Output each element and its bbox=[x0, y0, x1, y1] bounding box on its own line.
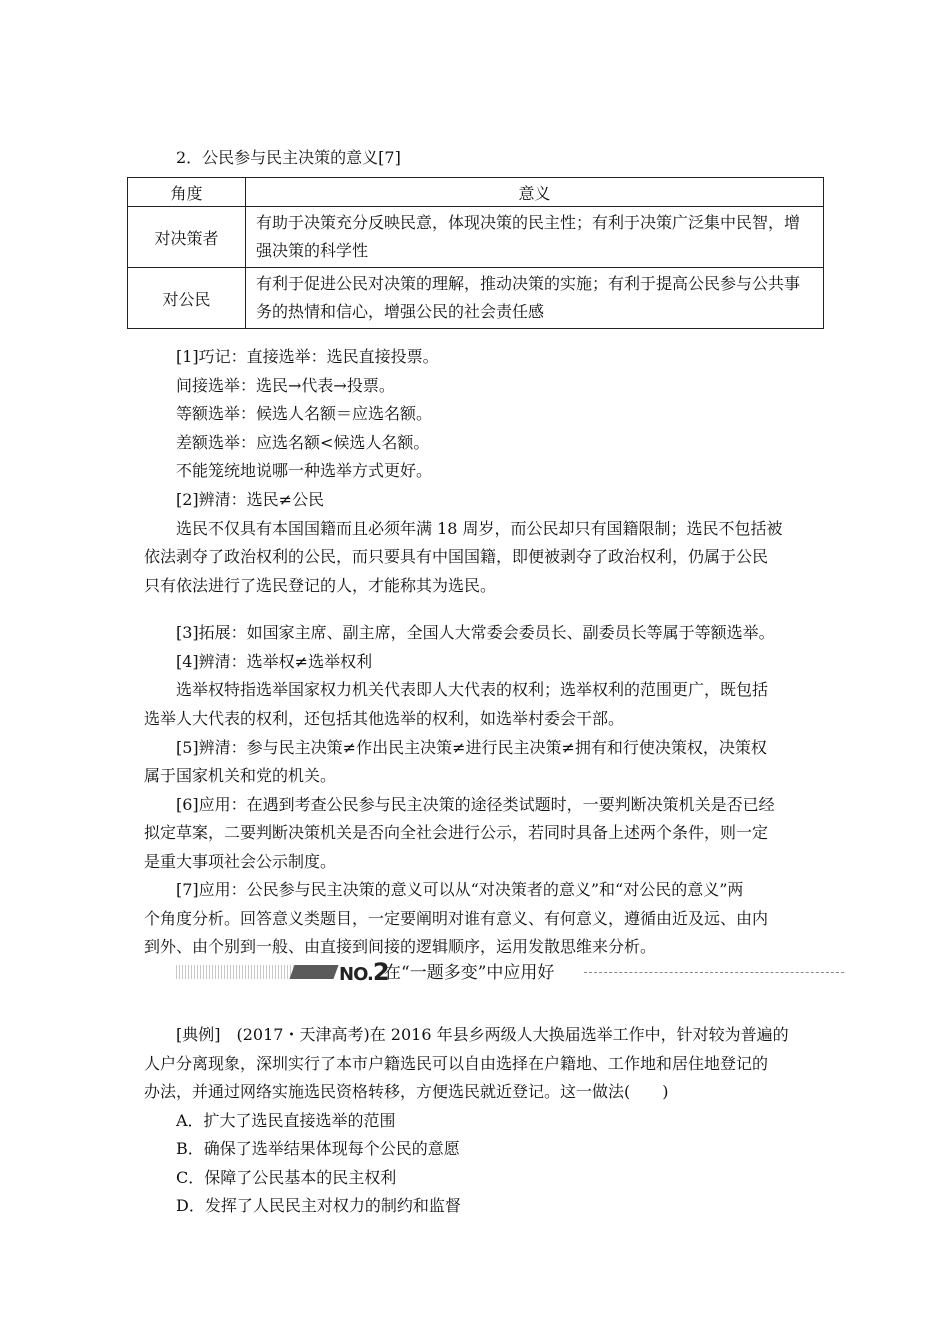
table-header-row bbox=[128, 178, 824, 207]
section-banner bbox=[176, 958, 844, 988]
note-line: 选举权特指选举国家权力机关代表即人大代表的权利；选举权利的范围更广，既包括 bbox=[176, 680, 769, 699]
header-angle: 角度 bbox=[128, 178, 246, 207]
note-line: [6]应用：在遇到考查公民参与民主决策的途径类试题时，一要判断决策机关是否已经 bbox=[176, 795, 775, 814]
note-line: [4]辨清：选举权≠选举权利 bbox=[176, 652, 373, 671]
section-title: 2．公民参与民主决策的意义[7] bbox=[176, 148, 401, 167]
example-line: 办法，并通过网络实施选民资格转移，方便选民就近登记。这一做法( ) bbox=[144, 1082, 669, 1101]
banner-stripes bbox=[176, 965, 294, 979]
note-line: [2]辨清：选民≠公民 bbox=[176, 490, 325, 509]
example-line: [典例] (2017・天津高考)在 2016 年县乡两级人大换届选举工作中，针对较为普遍的 bbox=[176, 1025, 789, 1044]
banner-title: 在“一题多变”中应用好 bbox=[384, 963, 555, 983]
table-row bbox=[128, 207, 824, 268]
table-row bbox=[128, 268, 824, 329]
note-line: [7]应用：公民参与民主决策的意义可以从“对决策者的意义”和“对公民的意义”两 bbox=[176, 880, 744, 899]
example-line: 人户分离现象，深圳实行了本市户籍选民可以自由选择在户籍地、工作地和居住地登记的 bbox=[144, 1054, 769, 1073]
note-line: [3]拓展：如国家主席、副主席，全国人大常委会委员长、副委员长等属于等额选举。 bbox=[176, 623, 775, 642]
row-meaning: 有利于促进公民对决策的理解，推动决策的实施；有利于提高公民参与公共事务的热情和信心，增强公民的社会责任感 bbox=[246, 268, 824, 329]
note-line: 等额选举：候选人名额＝应选名额。 bbox=[176, 404, 433, 423]
note-line: 个角度分析。回答意义类题目，一定要阐明对谁有意义、有何意义，遵循由近及远、由内 bbox=[144, 909, 769, 928]
note-line: [1]巧记：直接选举：选民直接投票。 bbox=[176, 347, 439, 366]
note-line: 到外、由个别到一般、由直接到间接的逻辑顺序，运用发散思维来分析。 bbox=[144, 937, 657, 956]
note-line: 不能笼统地说哪一种选举方式更好。 bbox=[176, 461, 433, 480]
row-angle: 对决策者 bbox=[128, 207, 246, 268]
banner-dotted-rule bbox=[584, 972, 844, 973]
banner-number: NO.2 bbox=[339, 958, 389, 986]
option-c: C．保障了公民基本的民主权利 bbox=[176, 1168, 397, 1187]
banner-bar bbox=[289, 965, 338, 979]
option-b: B．确保了选举结果体现每个公民的意愿 bbox=[176, 1139, 460, 1158]
note-line: 依法剥夺了政治权利的公民，而只要具有中国国籍，即便被剥夺了政治权利，仍属于公民 bbox=[144, 547, 769, 566]
note-line: 拟定草案，二要判断决策机关是否向全社会进行公示，若同时具备上述两个条件，则一定 bbox=[144, 823, 769, 842]
option-d: D．发挥了人民民主对权力的制约和监督 bbox=[176, 1196, 461, 1215]
row-meaning: 有助于决策充分反映民意，体现决策的民主性；有利于决策广泛集中民智，增强决策的科学性 bbox=[246, 207, 824, 268]
note-line: 差额选举：应选名额<候选人名额。 bbox=[176, 433, 430, 452]
meaning-table bbox=[127, 177, 824, 329]
note-line: 选举人大代表的权利，还包括其他选举的权利，如选举村委会干部。 bbox=[144, 709, 625, 728]
row-angle: 对公民 bbox=[128, 268, 246, 329]
note-line: 是重大事项社会公示制度。 bbox=[144, 852, 337, 871]
header-meaning: 意义 bbox=[246, 178, 824, 207]
note-line: 间接选举：选民→代表→投票。 bbox=[176, 376, 395, 395]
note-line: 只有依法进行了选民登记的人，才能称其为选民。 bbox=[144, 576, 497, 595]
note-line: 选民不仅具有本国国籍而且必须年满 18 周岁，而公民却只有国籍限制；选民不包括被 bbox=[176, 519, 783, 538]
note-line: 属于国家机关和党的机关。 bbox=[144, 766, 337, 785]
option-a: A．扩大了选民直接选举的范围 bbox=[176, 1111, 396, 1130]
note-line: [5]辨清：参与民主决策≠作出民主决策≠进行民主决策≠拥有和行使决策权，决策权 bbox=[176, 738, 767, 757]
